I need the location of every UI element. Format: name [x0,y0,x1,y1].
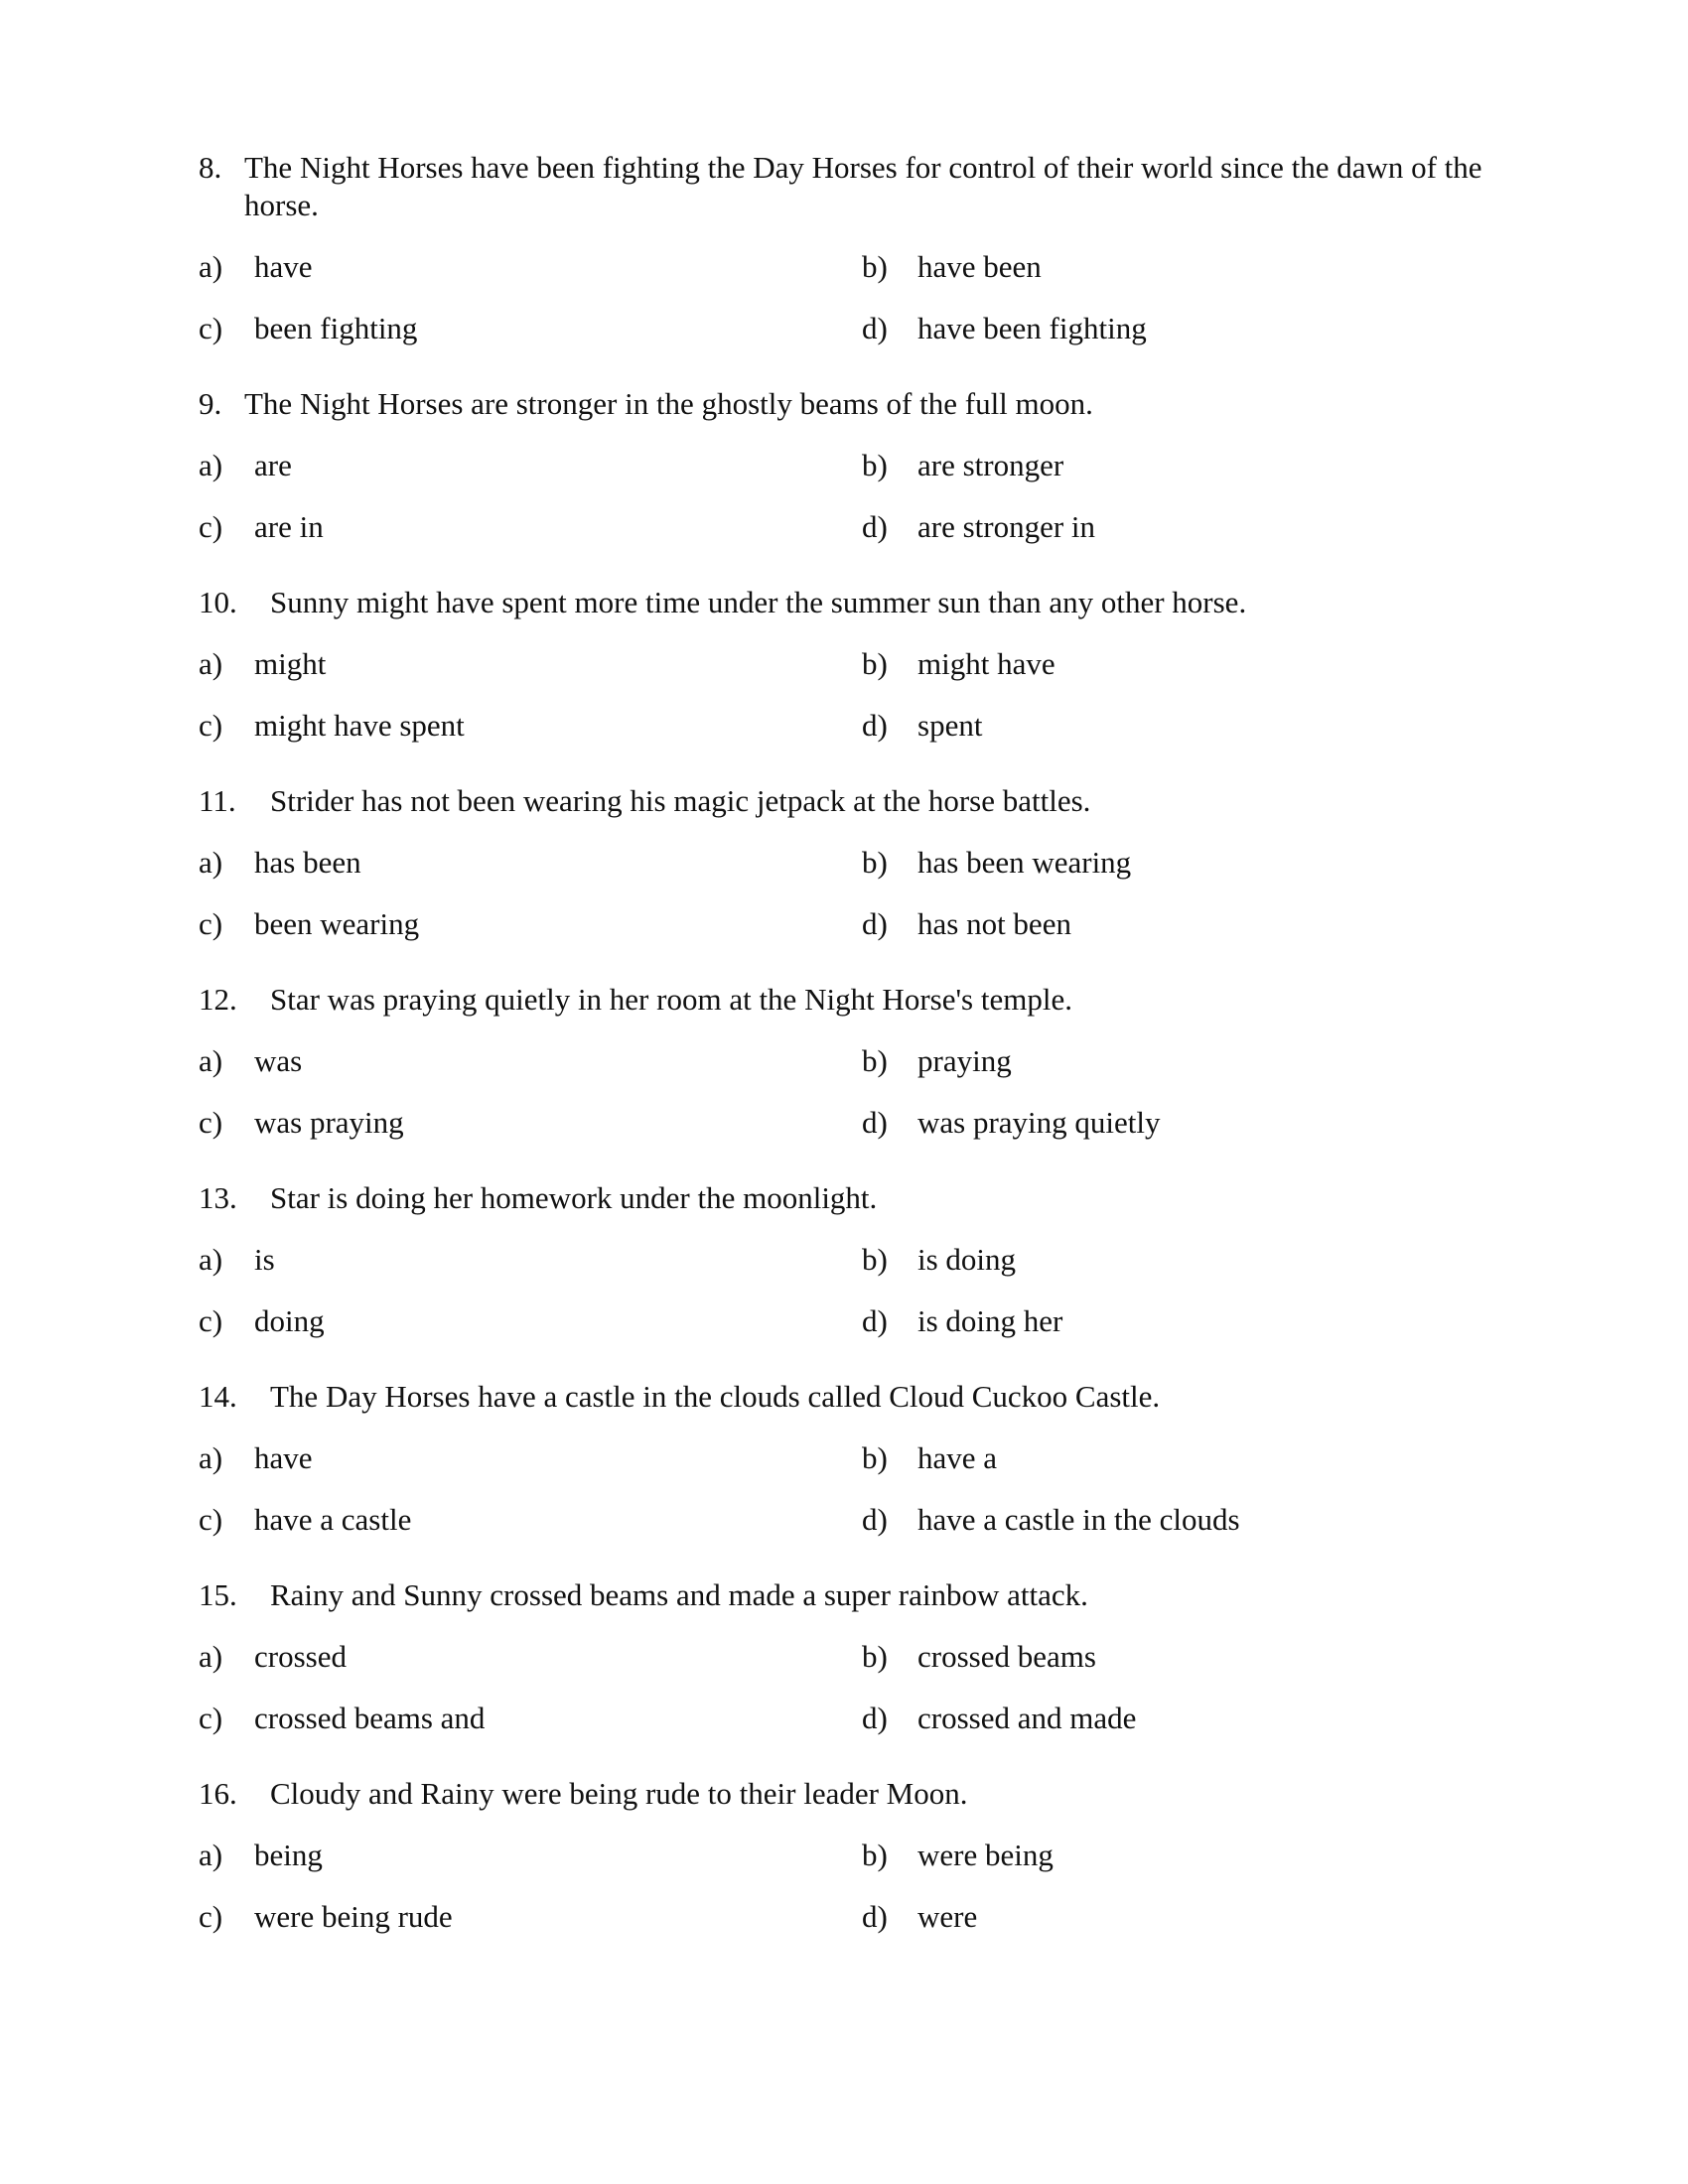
option-text: are stronger in [917,509,1096,544]
option-text: being [254,1838,323,1872]
option-text: have [254,249,313,284]
option-letter: c) [199,1899,223,1934]
question-number: 14. [199,1379,237,1414]
option-text: crossed [254,1639,347,1674]
question-number: 11. [199,783,236,818]
question-text: The Night Horses are stronger in the ghostly beams of the full moon. [244,386,1093,421]
option-letter: c) [199,1105,223,1140]
question-10 [199,584,1509,768]
question-number: 9. [199,386,222,421]
option-text: is doing [917,1242,1017,1277]
option-text: been wearing [254,906,420,941]
option-letter: d) [862,708,888,743]
question-number: 12. [199,982,237,1017]
option-letter: b) [862,1043,888,1078]
option-letter: c) [199,311,223,345]
question-13 [199,1179,1509,1364]
option-text: doing [254,1303,325,1338]
option-letter: a) [199,1440,223,1475]
answer-options [199,1638,1509,1761]
option-text: were [917,1899,978,1934]
question-number: 16. [199,1776,237,1811]
option-text: have a [917,1440,998,1475]
question-15 [199,1576,1509,1761]
question-text: The Day Horses have a castle in the clouds called Cloud Cuckoo Castle. [270,1379,1161,1414]
option-text: has been [254,845,361,880]
option-text: were being rude [254,1899,453,1934]
question-number: 8. [199,150,222,185]
option-letter: a) [199,1242,223,1277]
option-letter: d) [862,1502,888,1537]
option-text: have [254,1440,313,1475]
option-letter: b) [862,1440,888,1475]
question-number: 13. [199,1180,237,1215]
option-letter: b) [862,1242,888,1277]
option-letter: a) [199,1838,223,1872]
option-text: might have [917,646,1055,681]
option-text: crossed and made [917,1701,1137,1735]
option-text: has been wearing [917,845,1132,880]
question-text: Star is doing her homework under the moonlight. [270,1180,878,1215]
option-letter: b) [862,1639,888,1674]
answer-options [199,844,1509,967]
option-text: have been fighting [917,311,1147,345]
option-text: are stronger [917,448,1064,482]
option-letter: a) [199,1043,223,1078]
question-9 [199,385,1509,570]
option-letter: b) [862,448,888,482]
answer-options [199,1439,1509,1563]
question-14 [199,1378,1509,1563]
option-letter: d) [862,509,888,544]
option-text: was praying quietly [917,1105,1161,1140]
option-text: have a castle [254,1502,412,1537]
question-text: Rainy and Sunny crossed beams and made a super rainbow attack. [270,1577,1088,1612]
question-text: Strider has not been wearing his magic jetpack at the horse battles. [270,783,1091,818]
question-text: Star was praying quietly in her room at the Night Horse's temple. [270,982,1072,1017]
option-text: was [254,1043,303,1078]
answer-options [199,1241,1509,1364]
option-text: might have spent [254,708,465,743]
option-text: might [254,646,327,681]
option-letter: d) [862,1701,888,1735]
option-text: has not been [917,906,1071,941]
option-letter: d) [862,906,888,941]
option-letter: b) [862,1838,888,1872]
option-text: crossed beams [917,1639,1096,1674]
question-text: Sunny might have spent more time under the summer sun than any other horse. [270,585,1247,619]
answer-options [199,248,1509,371]
option-letter: a) [199,448,223,482]
option-text: crossed beams and [254,1701,486,1735]
option-text: are [254,448,292,482]
option-letter: c) [199,1701,223,1735]
question-12 [199,981,1509,1165]
option-text: were being [917,1838,1054,1872]
question-number: 10. [199,585,237,619]
option-text: is [254,1242,275,1277]
option-letter: d) [862,1105,888,1140]
option-text: are in [254,509,324,544]
option-letter: d) [862,1303,888,1338]
answer-options [199,1042,1509,1165]
option-text: have a castle in the clouds [917,1502,1240,1537]
option-letter: a) [199,646,223,681]
option-letter: b) [862,845,888,880]
option-text: have been [917,249,1042,284]
option-letter: b) [862,249,888,284]
question-16 [199,1775,1509,1960]
option-letter: c) [199,906,223,941]
option-letter: c) [199,1502,223,1537]
option-text: was praying [254,1105,404,1140]
option-letter: d) [862,311,888,345]
option-text: praying [917,1043,1012,1078]
question-text: The Night Horses have been fighting the Day Horses for control of their world since the dawn of the horse. [244,150,1482,222]
option-letter: c) [199,509,223,544]
option-letter: a) [199,1639,223,1674]
option-text: spent [917,708,983,743]
option-text: been fighting [254,311,418,345]
option-text: is doing her [917,1303,1063,1338]
option-letter: c) [199,708,223,743]
question-text: Cloudy and Rainy were being rude to their leader Moon. [270,1776,968,1811]
question-11 [199,782,1509,967]
answer-options [199,645,1509,768]
option-letter: a) [199,249,223,284]
option-letter: a) [199,845,223,880]
answer-options [199,1837,1509,1960]
option-letter: b) [862,646,888,681]
option-letter: d) [862,1899,888,1934]
option-letter: c) [199,1303,223,1338]
answer-options [199,447,1509,570]
question-number: 15. [199,1577,237,1612]
question-8 [199,149,1509,371]
